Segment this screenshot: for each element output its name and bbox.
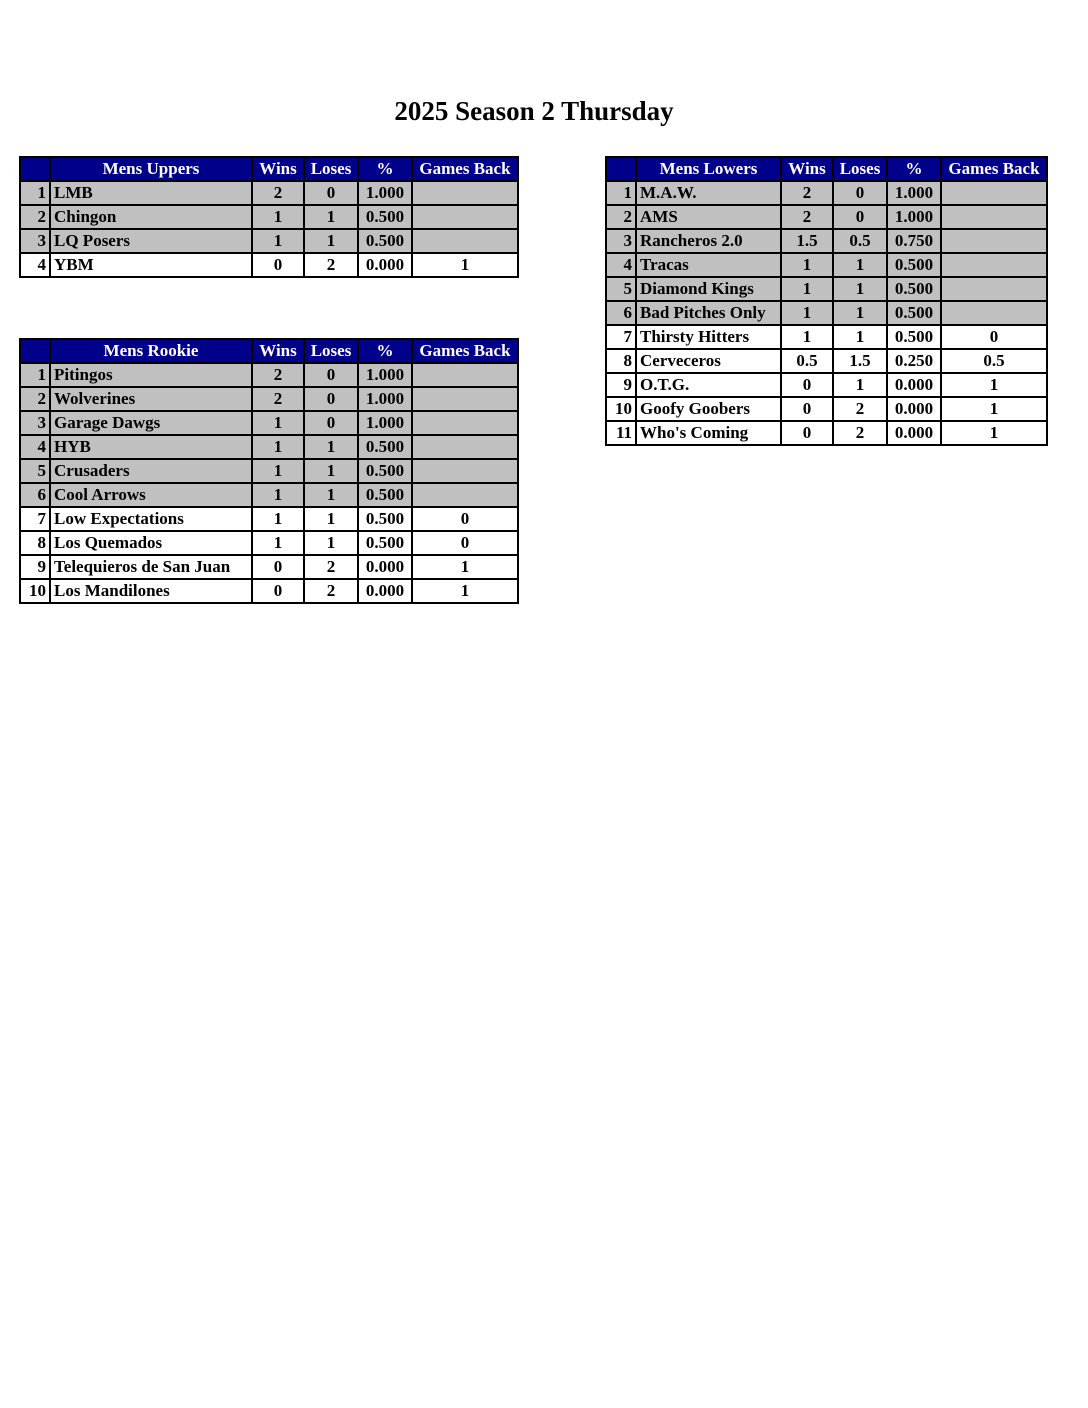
wins-cell: 1	[252, 411, 304, 435]
games-back-header: Games Back	[412, 339, 518, 363]
games-back-cell: 1	[412, 579, 518, 603]
games-back-cell: 1	[412, 253, 518, 277]
rank-cell: 10	[20, 579, 50, 603]
team-name: Who's Coming	[636, 421, 781, 445]
loses-cell: 1	[833, 373, 887, 397]
rank-cell: 2	[606, 205, 636, 229]
rank-header	[606, 157, 636, 181]
team-name: Bad Pitches Only	[636, 301, 781, 325]
mens-rookie-table	[19, 338, 519, 604]
loses-cell: 0	[833, 205, 887, 229]
team-name: Telequieros de San Juan	[50, 555, 252, 579]
page-title: 2025 Season 2 Thursday	[394, 96, 674, 126]
games-back-cell: 0.5	[941, 349, 1047, 373]
pct-cell: 0.000	[887, 397, 941, 421]
games-back-cell	[412, 229, 518, 253]
rank-cell: 7	[606, 325, 636, 349]
rank-header	[20, 157, 50, 181]
pct-cell: 1.000	[358, 411, 412, 435]
rank-cell: 2	[20, 387, 50, 411]
loses-cell: 1	[833, 277, 887, 301]
pct-cell: 1.000	[358, 387, 412, 411]
rank-cell: 6	[20, 483, 50, 507]
wins-cell: 1	[781, 301, 833, 325]
team-name: AMS	[636, 205, 781, 229]
loses-cell: 1.5	[833, 349, 887, 373]
games-back-cell: 1	[412, 555, 518, 579]
rank-cell: 3	[606, 229, 636, 253]
table-row	[20, 555, 518, 579]
pct-cell: 0.500	[358, 483, 412, 507]
loses-header: Loses	[304, 339, 358, 363]
wins-cell: 1.5	[781, 229, 833, 253]
rank-cell: 11	[606, 421, 636, 445]
pct-cell: 0.500	[887, 325, 941, 349]
pct-cell: 0.500	[358, 459, 412, 483]
team-name: HYB	[50, 435, 252, 459]
games-back-cell	[941, 253, 1047, 277]
games-back-cell	[412, 205, 518, 229]
table-row	[20, 387, 518, 411]
games-back-header: Games Back	[941, 157, 1047, 181]
loses-cell: 0	[304, 181, 358, 205]
table-row	[606, 181, 1047, 205]
table-row	[606, 229, 1047, 253]
table-header-row	[20, 339, 518, 363]
loses-cell: 1	[304, 459, 358, 483]
pct-header: %	[887, 157, 941, 181]
rank-cell: 1	[20, 363, 50, 387]
team-name: Goofy Goobers	[636, 397, 781, 421]
wins-cell: 1	[252, 507, 304, 531]
pct-cell: 0.000	[358, 579, 412, 603]
table-row	[20, 435, 518, 459]
table-row	[606, 373, 1047, 397]
rank-cell: 7	[20, 507, 50, 531]
pct-cell: 1.000	[887, 205, 941, 229]
pct-cell: 0.750	[887, 229, 941, 253]
rank-cell: 8	[606, 349, 636, 373]
rank-cell: 2	[20, 205, 50, 229]
table-row	[606, 301, 1047, 325]
pct-cell: 0.500	[358, 205, 412, 229]
team-name: LQ Posers	[50, 229, 252, 253]
loses-cell: 0.5	[833, 229, 887, 253]
wins-cell: 0	[252, 579, 304, 603]
rank-cell: 1	[20, 181, 50, 205]
pct-header: %	[358, 157, 412, 181]
pct-cell: 0.000	[887, 421, 941, 445]
wins-cell: 1	[252, 459, 304, 483]
team-name: Crusaders	[50, 459, 252, 483]
games-back-cell	[412, 181, 518, 205]
table-row	[20, 205, 518, 229]
table-row	[20, 531, 518, 555]
mens-uppers-table	[19, 156, 519, 278]
wins-cell: 2	[252, 387, 304, 411]
loses-header: Loses	[304, 157, 358, 181]
loses-cell: 2	[304, 253, 358, 277]
loses-cell: 0	[304, 387, 358, 411]
wins-cell: 0.5	[781, 349, 833, 373]
loses-cell: 1	[304, 507, 358, 531]
games-back-cell: 0	[412, 507, 518, 531]
pct-cell: 1.000	[887, 181, 941, 205]
loses-cell: 0	[833, 181, 887, 205]
pct-cell: 0.500	[358, 507, 412, 531]
division-header: Mens Uppers	[50, 157, 252, 181]
wins-cell: 1	[781, 325, 833, 349]
table-row	[606, 325, 1047, 349]
games-back-cell	[941, 205, 1047, 229]
table-row	[20, 181, 518, 205]
games-back-cell	[412, 387, 518, 411]
team-name: Diamond Kings	[636, 277, 781, 301]
wins-cell: 2	[252, 181, 304, 205]
loses-cell: 2	[304, 555, 358, 579]
games-back-cell	[941, 229, 1047, 253]
pct-cell: 0.000	[887, 373, 941, 397]
table-header-row	[20, 157, 518, 181]
loses-cell: 1	[833, 325, 887, 349]
loses-cell: 1	[304, 483, 358, 507]
table-row	[606, 397, 1047, 421]
wins-cell: 1	[781, 253, 833, 277]
rank-cell: 1	[606, 181, 636, 205]
table-row	[606, 205, 1047, 229]
games-back-cell: 1	[941, 373, 1047, 397]
games-back-cell	[412, 363, 518, 387]
pct-cell: 0.500	[887, 301, 941, 325]
team-name: Wolverines	[50, 387, 252, 411]
pct-header: %	[358, 339, 412, 363]
pct-cell: 0.000	[358, 253, 412, 277]
pct-cell: 1.000	[358, 181, 412, 205]
team-name: Rancheros 2.0	[636, 229, 781, 253]
loses-cell: 1	[833, 253, 887, 277]
team-name: Tracas	[636, 253, 781, 277]
team-name: Thirsty Hitters	[636, 325, 781, 349]
rank-cell: 8	[20, 531, 50, 555]
games-back-cell: 1	[941, 421, 1047, 445]
division-header: Mens Lowers	[636, 157, 781, 181]
games-back-cell	[941, 277, 1047, 301]
pct-cell: 0.500	[358, 229, 412, 253]
wins-cell: 1	[252, 205, 304, 229]
rank-cell: 5	[20, 459, 50, 483]
games-back-cell	[941, 181, 1047, 205]
table-header-row	[606, 157, 1047, 181]
rank-cell: 6	[606, 301, 636, 325]
table-row	[606, 349, 1047, 373]
games-back-cell	[412, 411, 518, 435]
team-name: YBM	[50, 253, 252, 277]
team-name: Los Quemados	[50, 531, 252, 555]
wins-cell: 0	[781, 421, 833, 445]
wins-header: Wins	[252, 157, 304, 181]
team-name: Cool Arrows	[50, 483, 252, 507]
games-back-cell	[412, 435, 518, 459]
rank-cell: 9	[606, 373, 636, 397]
rank-cell: 4	[20, 435, 50, 459]
wins-cell: 2	[781, 181, 833, 205]
loses-cell: 0	[304, 411, 358, 435]
games-back-cell: 0	[412, 531, 518, 555]
table-row	[20, 253, 518, 277]
team-name: Low Expectations	[50, 507, 252, 531]
wins-header: Wins	[252, 339, 304, 363]
wins-cell: 1	[781, 277, 833, 301]
table-row	[20, 507, 518, 531]
rank-header	[20, 339, 50, 363]
pct-cell: 0.500	[887, 277, 941, 301]
table-row	[606, 277, 1047, 301]
team-name: O.T.G.	[636, 373, 781, 397]
team-name: M.A.W.	[636, 181, 781, 205]
team-name: LMB	[50, 181, 252, 205]
team-name: Garage Dawgs	[50, 411, 252, 435]
loses-cell: 1	[304, 229, 358, 253]
wins-cell: 0	[252, 555, 304, 579]
pct-cell: 0.500	[358, 531, 412, 555]
games-back-cell: 1	[941, 397, 1047, 421]
wins-cell: 0	[781, 373, 833, 397]
table-row	[20, 579, 518, 603]
table-row	[20, 363, 518, 387]
games-back-header: Games Back	[412, 157, 518, 181]
wins-cell: 1	[252, 229, 304, 253]
rank-cell: 9	[20, 555, 50, 579]
wins-cell: 1	[252, 483, 304, 507]
wins-cell: 0	[252, 253, 304, 277]
table-row	[606, 253, 1047, 277]
loses-cell: 2	[833, 397, 887, 421]
pct-cell: 0.000	[358, 555, 412, 579]
loses-cell: 2	[833, 421, 887, 445]
games-back-cell	[941, 301, 1047, 325]
rank-cell: 5	[606, 277, 636, 301]
division-header: Mens Rookie	[50, 339, 252, 363]
loses-cell: 1	[304, 531, 358, 555]
loses-header: Loses	[833, 157, 887, 181]
rank-cell: 3	[20, 229, 50, 253]
games-back-cell: 0	[941, 325, 1047, 349]
loses-cell: 2	[304, 579, 358, 603]
team-name: Cerveceros	[636, 349, 781, 373]
table-row	[20, 459, 518, 483]
table-row	[606, 421, 1047, 445]
table-row	[20, 483, 518, 507]
rank-cell: 3	[20, 411, 50, 435]
wins-header: Wins	[781, 157, 833, 181]
team-name: Chingon	[50, 205, 252, 229]
games-back-cell	[412, 459, 518, 483]
wins-cell: 0	[781, 397, 833, 421]
loses-cell: 1	[304, 205, 358, 229]
table-row	[20, 229, 518, 253]
wins-cell: 1	[252, 435, 304, 459]
wins-cell: 1	[252, 531, 304, 555]
rank-cell: 10	[606, 397, 636, 421]
team-name: Pitingos	[50, 363, 252, 387]
wins-cell: 2	[781, 205, 833, 229]
games-back-cell	[412, 483, 518, 507]
mens-lowers-table	[605, 156, 1048, 446]
rank-cell: 4	[606, 253, 636, 277]
loses-cell: 1	[833, 301, 887, 325]
team-name: Los Mandilones	[50, 579, 252, 603]
wins-cell: 2	[252, 363, 304, 387]
pct-cell: 0.500	[887, 253, 941, 277]
pct-cell: 0.250	[887, 349, 941, 373]
rank-cell: 4	[20, 253, 50, 277]
pct-cell: 1.000	[358, 363, 412, 387]
pct-cell: 0.500	[358, 435, 412, 459]
table-row	[20, 411, 518, 435]
loses-cell: 0	[304, 363, 358, 387]
loses-cell: 1	[304, 435, 358, 459]
